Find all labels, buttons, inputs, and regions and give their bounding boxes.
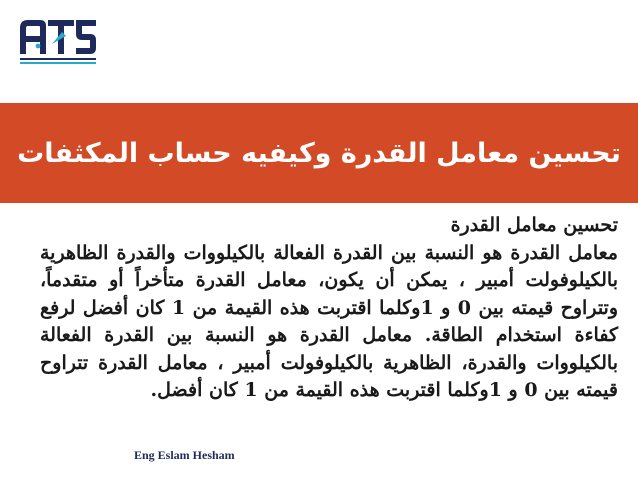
body-paragraph: معامل القدرة هو النسبة بين القدرة الفعالة بالكيلووات والقدرة الظاهرية بالكيلوفولت أمبير ، يمكن أن يكون، معامل القدرة متأخراً أو متقدماً، وتتراوح قيمته بين 0 و 1وكلما اقتربت هذه القيمة من 1 كان أفضل لرفع كفاءة استخدام الطاقة. معامل القدرة هو النسبة بين القدرة الفعالة بالكيلووات والقدرة، الظاهرية بالكيلوفولت أمبير ، معامل القدرة تتراوح قيمته بين 0 و 1وكلما اقتربت هذه القيمة من 1 كان أفضل. (40, 241, 619, 402)
body-heading: تحسين معامل القدرة (450, 214, 618, 236)
slide-body (40, 212, 618, 470)
author-credit: Eng Eslam Hesham (134, 448, 235, 462)
company-logo (16, 14, 100, 68)
slide-title: تحسين معامل القدرة وكيفيه حساب المكثفات (17, 137, 621, 169)
ats-logo-icon (16, 14, 100, 68)
